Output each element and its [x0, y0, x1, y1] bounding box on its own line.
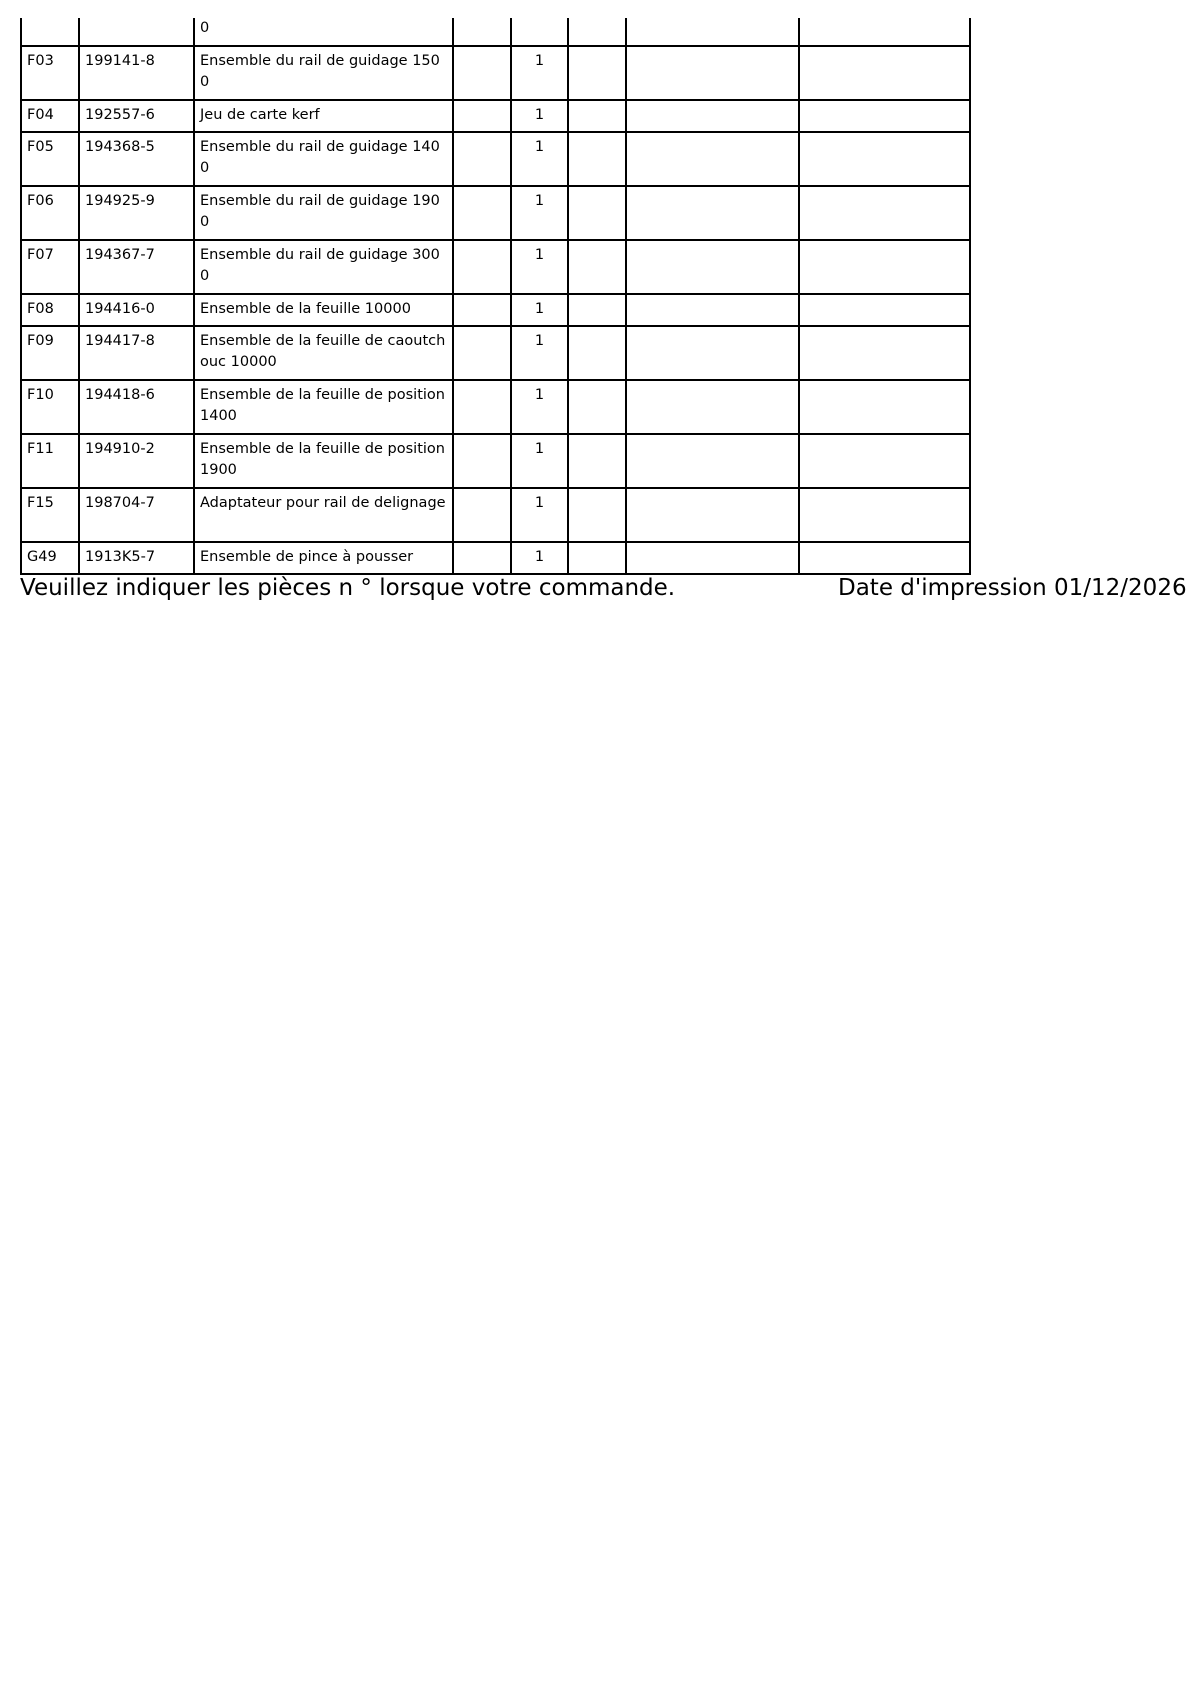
table-row: [21, 186, 970, 240]
empty-cell: [568, 186, 626, 240]
part-number-cell: 199141-8: [79, 46, 194, 100]
empty-cell: [799, 488, 970, 542]
empty-cell: [799, 132, 970, 186]
empty-cell: [626, 326, 799, 380]
print-date: Date d'impression 01/12/2026: [838, 575, 1187, 601]
empty-cell: [453, 46, 511, 100]
item-number-cell: G49: [21, 542, 79, 574]
part-number-cell: 198704-7: [79, 488, 194, 542]
empty-cell: [626, 46, 799, 100]
quantity-cell: 1: [511, 380, 568, 434]
empty-cell: [568, 18, 626, 46]
description-cell: Jeu de carte kerf: [194, 100, 453, 132]
empty-cell: [799, 326, 970, 380]
table-row: [21, 240, 970, 294]
quantity-cell: 1: [511, 542, 568, 574]
table-row: [21, 326, 970, 380]
empty-cell: [626, 18, 799, 46]
quantity-cell: 1: [511, 488, 568, 542]
empty-cell: [453, 18, 511, 46]
item-number-cell: F09: [21, 326, 79, 380]
empty-cell: [626, 542, 799, 574]
description-cell: Adaptateur pour rail de delignage: [194, 488, 453, 542]
item-number-cell: F05: [21, 132, 79, 186]
empty-cell: [799, 542, 970, 574]
empty-cell: [568, 380, 626, 434]
empty-cell: [799, 434, 970, 488]
table-row: [21, 542, 970, 574]
empty-cell: [568, 294, 626, 326]
item-number-cell: F08: [21, 294, 79, 326]
empty-cell: [626, 186, 799, 240]
empty-cell: [799, 186, 970, 240]
item-number-cell: F07: [21, 240, 79, 294]
empty-cell: [453, 100, 511, 132]
table-row: [21, 18, 970, 46]
empty-cell: [568, 240, 626, 294]
description-cell: Ensemble du rail de guidage 1900: [194, 186, 453, 240]
empty-cell: [568, 326, 626, 380]
part-number-cell: 194910-2: [79, 434, 194, 488]
table-row: [21, 488, 970, 542]
empty-cell: [626, 380, 799, 434]
part-number-cell: 194416-0: [79, 294, 194, 326]
description-cell: Ensemble de pince à pousser: [194, 542, 453, 574]
empty-cell: [453, 240, 511, 294]
part-number-cell: 194418-6: [79, 380, 194, 434]
description-cell: Ensemble de la feuille de caoutchouc 10000: [194, 326, 453, 380]
item-number-cell: F11: [21, 434, 79, 488]
item-number-cell: F06: [21, 186, 79, 240]
table-row: [21, 434, 970, 488]
empty-cell: [626, 488, 799, 542]
empty-cell: [799, 46, 970, 100]
quantity-cell: 1: [511, 294, 568, 326]
part-number-cell: 194925-9: [79, 186, 194, 240]
empty-cell: [568, 542, 626, 574]
empty-cell: [568, 434, 626, 488]
empty-cell: [799, 100, 970, 132]
part-number-cell: 192557-6: [79, 100, 194, 132]
empty-cell: [626, 434, 799, 488]
empty-cell: [626, 132, 799, 186]
item-number-cell: F03: [21, 46, 79, 100]
empty-cell: [568, 488, 626, 542]
part-number-cell: [79, 18, 194, 46]
empty-cell: [453, 186, 511, 240]
description-cell: Ensemble de la feuille 10000: [194, 294, 453, 326]
empty-cell: [626, 240, 799, 294]
empty-cell: [453, 132, 511, 186]
description-cell: Ensemble du rail de guidage 3000: [194, 240, 453, 294]
item-number-cell: [21, 18, 79, 46]
part-number-cell: 194368-5: [79, 132, 194, 186]
empty-cell: [568, 100, 626, 132]
table-row: [21, 132, 970, 186]
part-number-cell: 194417-8: [79, 326, 194, 380]
empty-cell: [453, 294, 511, 326]
quantity-cell: 1: [511, 186, 568, 240]
empty-cell: [453, 434, 511, 488]
description-cell: Ensemble de la feuille de position 1400: [194, 380, 453, 434]
empty-cell: [568, 132, 626, 186]
empty-cell: [799, 240, 970, 294]
parts-table: [20, 18, 971, 575]
table-row: [21, 380, 970, 434]
item-number-cell: F04: [21, 100, 79, 132]
empty-cell: [453, 380, 511, 434]
quantity-cell: 1: [511, 132, 568, 186]
quantity-cell: 1: [511, 434, 568, 488]
description-cell: Ensemble du rail de guidage 1400: [194, 132, 453, 186]
item-number-cell: F15: [21, 488, 79, 542]
quantity-cell: 1: [511, 240, 568, 294]
empty-cell: [626, 294, 799, 326]
part-number-cell: 194367-7: [79, 240, 194, 294]
empty-cell: [453, 326, 511, 380]
table-row: [21, 46, 970, 100]
item-number-cell: F10: [21, 380, 79, 434]
table-row: [21, 100, 970, 132]
empty-cell: [453, 542, 511, 574]
quantity-cell: 1: [511, 326, 568, 380]
empty-cell: [799, 294, 970, 326]
description-cell: Ensemble du rail de guidage 1500: [194, 46, 453, 100]
empty-cell: [626, 100, 799, 132]
empty-cell: [453, 488, 511, 542]
empty-cell: [799, 18, 970, 46]
quantity-cell: 1: [511, 100, 568, 132]
order-instruction-note: Veuillez indiquer les pièces n ° lorsque votre commande.: [20, 575, 676, 601]
quantity-cell: [511, 18, 568, 46]
empty-cell: [568, 46, 626, 100]
quantity-cell: 1: [511, 46, 568, 100]
table-row: [21, 294, 970, 326]
empty-cell: [799, 380, 970, 434]
part-number-cell: 1913K5-7: [79, 542, 194, 574]
description-cell: Ensemble de la feuille de position 1900: [194, 434, 453, 488]
description-cell: 0: [194, 18, 453, 46]
